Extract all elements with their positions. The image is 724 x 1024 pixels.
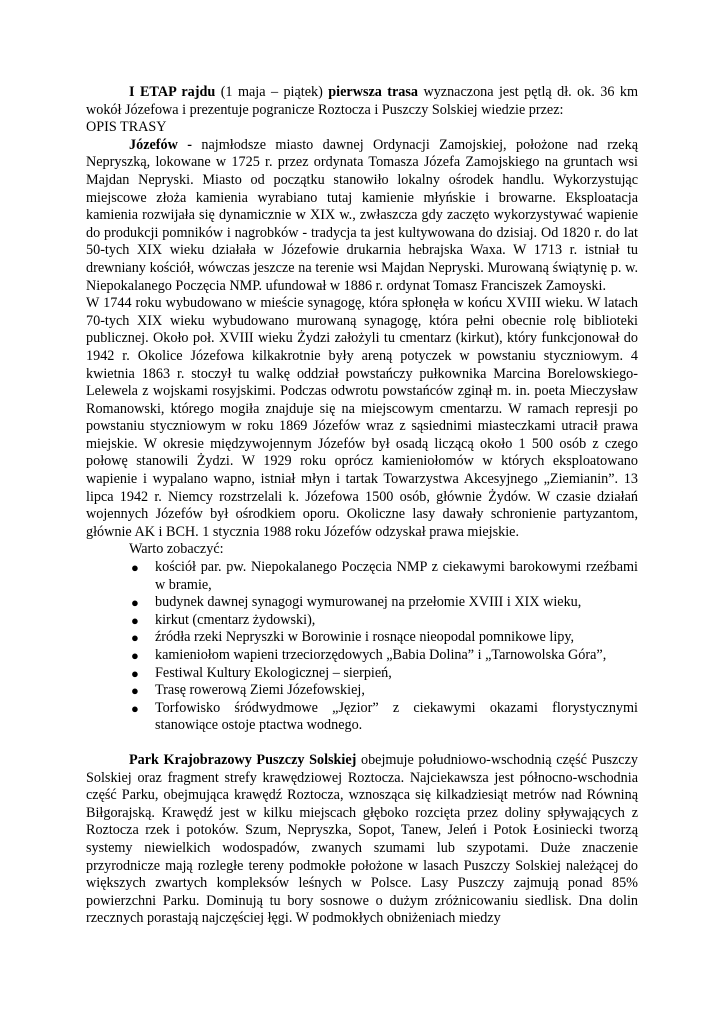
park-text: obejmuje południowo-wschodnią część Puszczy Solskiej oraz fragment strefy krawędziowej Roztocza. Najciekawsza jest północno-wschodnia część Parku, obejmująca krawędź Roztocza, wznosząca się kilkadziesiąt metrów nad Równiną Biłgorajską. Krawędź jest w kilku miejscach głęboko rozcięta przez doliny spływających z Roztocza rzek i potoków. Szum, Nepryszka, Sopot, Tanew, Jeleń i Potok Łosiniecki tworzą systemy niewielkich wodospadów, zwanych szumami lub szypotami. Duże znaczenie przyrodnicze mają rozległe tereny podmokłe położone w lasach Puszczy Solskiej należącej do większych zwartych kompleksów leśnych w Polsce. Lasy Puszczy zajmują ponad 85% powierzchni Parku. Dominują tu bory sosnowe o dużym zróżnicowaniu siedlisk. Dna dolin rzecznych porastają najczęściej łęgi. W podmokłych obniżeniach miedzy — [86, 751, 638, 927]
list-item: ● Trasę rowerową Ziemi Józefowskiej, — [131, 682, 365, 699]
section-spacer — [86, 735, 638, 752]
intro-text: wyznaczona jest pętlą dł. ok. 36 km wokół Józefowa i prezentuje pogranicze Roztocza i Puszczy Solskiej wiedzie przez: — [86, 84, 639, 118]
jozefow-paragraph-2: W 1744 roku wybudowano w mieście synagogę, która spłonęła w końcu XVIII wieku. W latach 70-tych XIX wieku wybudowano murowaną synagogę, która pełni obecnie rolę biblioteki publicznej. Około poł. XVIII wieku Żydzi założyli tu cmentarz (kirkut), który funkcjonował do 1942 r. Okolice Józefowa kilkakrotnie były areną potyczek w powstaniu styczniowym. 4 kwietnia 1863 r. stoczył tu walkę oddział powstańczy pułkownika Marcina Borelowskiego-Lelewela z wojskami rosyjskimi. Podczas odwrotu powstańców zginął m. in. poeta Mieczysław Romanowski, którego mogiła znajduje się na miejscowym cmentarzu. W ramach represji po powstaniu styczniowym w roku 1869 Józefów wraz z sąsiednimi miasteczkami utracił prawa miejskie. W okresie międzywojennym Józefów był osadą liczącą około 1 500 osób z czego połowę stanowili Żydzi. W 1929 roku oprócz kamieniołomów w których eksploatowano wapienie i wypalano wapno, istniał młyn i tartak Towarzystwa Akcesyjnego „Ziemianin”. 13 lipca 1942 r. Niemcy rozstrzelali k. Józefowa 1500 osób, głównie Żydów. W czasie działań wojennych Józefów był ośrodkiem oporu. Okoliczne lasy dawały schronienie partyzantom, głównie AK i BCH. 1 stycznia 1988 roku Józefów odzyskał prawa miejskie. — [86, 295, 638, 540]
jozefow-text-1: najmłodsze miasto dawnej Ordynacji Zamojskiej, położone nad rzeką Nepryszką, lokowane w 1725 r. przez ordynata Tomasza Józefa Zamojskiego na gruntach wsi Majdan Nepryski. Miasto od początku stanowiło lokalny ośrodek handlu. Wykorzystując miejscowe złoża kamienia wyrabiano tutaj kamienie młyńskie i browarne. Eksploatacja kamienia rozwijała się dynamicznie w XIX w., zwłaszcza gdy zaczęto wykorzystywać wapienie do produkcji pomników i nagrobków - tradycja ta jest kultywowana do dzisiaj. Od 1820 r. do lat 50-tych XIX wieku działała w Józefowie drukarnia hebrajska Waxa. W 1713 r. istniał tu drewniany kościół, wówczas jeszcze na terenie wsi Majdan Nepryski. Murowaną świątynię p. w. Niepokalanego Poczęcia NMP. ufundował w 1886 r. ordynat Tomasz Franciszek Zamoyski. — [86, 136, 638, 294]
warto-zobaczyc-heading: Warto zobaczyć: — [129, 541, 224, 558]
document-page — [86, 84, 638, 928]
etap-label: I ETAP rajdu — [129, 84, 216, 100]
attractions-list — [86, 559, 638, 735]
bullet-icon: ● — [131, 683, 139, 699]
trasa-label: pierwsza trasa — [328, 84, 419, 100]
bullet-icon: ● — [131, 560, 139, 576]
jozefow-name: Józefów - — [129, 136, 192, 153]
list-item: ● kamieniołom wapieni trzeciorzędowych „Babia Dolina” i „Tarnowolska Góra”, — [131, 647, 607, 663]
etap-date: (1 maja – piątek) — [215, 84, 329, 100]
list-item: ● kirkut (cmentarz żydowski), — [131, 611, 316, 628]
list-item: ● Torfowisko śródwydmowe „Jęzior” z ciekawymi okazami florystycznymi stanowiące ostoje ptactwa wodnego. — [131, 699, 638, 734]
jozefow-paragraph-1 — [86, 137, 638, 295]
park-paragraph — [86, 752, 638, 928]
bullet-icon: ● — [131, 648, 139, 663]
bullet-icon: ● — [131, 700, 139, 716]
bullet-icon: ● — [131, 612, 139, 628]
list-item: ● budynek dawnej synagogi wymurowanej na przełomie XVIII i XIX wieku, — [131, 594, 582, 611]
bullet-icon: ● — [131, 665, 139, 681]
list-item: ● Festiwal Kultury Ekologicznej – sierpień, — [131, 664, 392, 681]
opis-trasy-heading: OPIS TRASY — [86, 119, 167, 136]
list-item: ● źródła rzeki Nepryszki w Borowinie i rosnące nieopodal pomnikowe lipy, — [131, 629, 575, 646]
bullet-icon: ● — [131, 595, 139, 611]
list-item: ● kościół par. pw. Niepokalanego Poczęcia NMP z ciekawymi barokowymi rzeźbami w bramie, — [131, 559, 638, 593]
park-name: Park Krajobrazowy Puszczy Solskiej — [129, 751, 357, 768]
bullet-icon: ● — [131, 630, 139, 646]
intro-paragraph — [86, 84, 638, 119]
